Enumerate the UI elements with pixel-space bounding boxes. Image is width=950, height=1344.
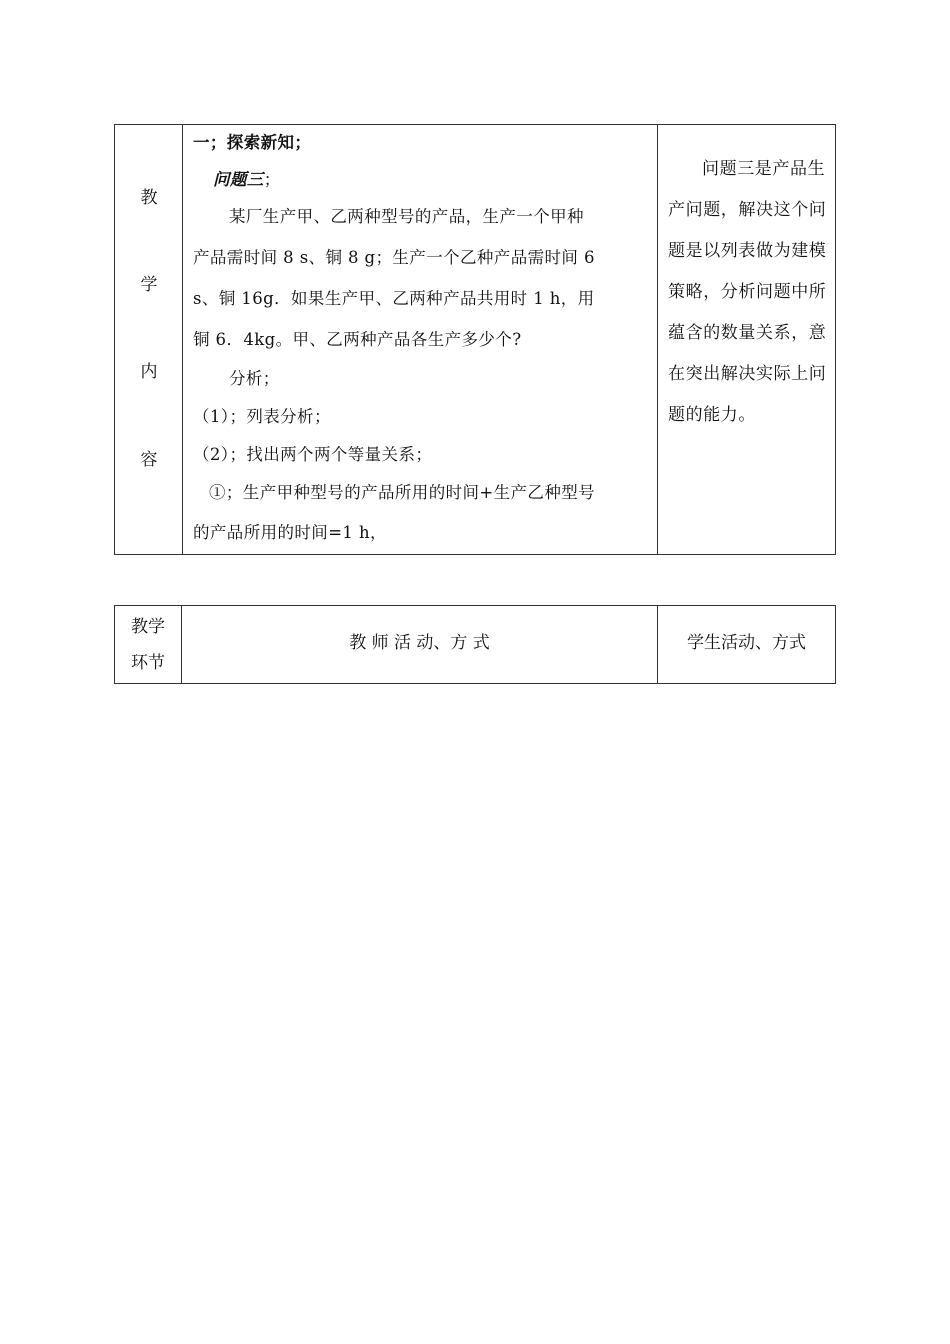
analysis-step: （2）；找出两个两个等量关系；: [193, 445, 433, 464]
teaching-phase-label-line1: 教学: [131, 617, 165, 637]
section-label-cell: [115, 125, 183, 554]
student-activity-label: 学生活动、方式: [687, 633, 806, 653]
teaching-content-cell: [183, 125, 658, 554]
section-label-char: 学: [140, 275, 158, 295]
design-intent-text: 问题三是产品生产问题，解决这个问题是以列表做为建模策略，分析问题中所蕴含的数量关系，意在突出解决实际上问题的能力。: [668, 159, 827, 425]
section-label-char: 内: [140, 362, 158, 382]
section-label-char: 容: [140, 450, 158, 470]
design-intent-cell: [658, 125, 835, 554]
section-heading: 一；探索新知；: [193, 133, 312, 152]
problem-title-text: 问题三: [213, 170, 264, 189]
problem-title-suffix: ；: [263, 170, 281, 189]
problem-text-line: 产品需时间 8 s、铜 8 g；生产一个乙种产品需时间 6: [193, 248, 595, 267]
equation-line: ①；生产甲种型号的产品所用的时间+生产乙种型号: [209, 483, 596, 502]
student-activity-header: [658, 606, 835, 683]
teaching-phase-header: [115, 606, 182, 683]
problem-title: [213, 166, 281, 190]
equation-line: 的产品所用的时间=1 h，: [193, 523, 387, 542]
analysis-step: （1）；列表分析；: [193, 407, 331, 426]
problem-text-line: 某厂生产甲、乙两种型号的产品，生产一个甲种: [229, 207, 584, 226]
teaching-phase-label-line2: 环节: [131, 653, 165, 673]
header-table: [114, 605, 836, 684]
problem-text-line: s、铜 16g．如果生产甲、乙两种产品共用时 1 h，用: [193, 289, 595, 308]
section-label-char: 教: [140, 188, 158, 208]
teacher-activity-label: 教 师 活 动、方 式: [349, 633, 490, 653]
analysis-heading: 分析；: [229, 369, 280, 388]
content-table: [114, 124, 836, 555]
teacher-activity-header: [182, 606, 658, 683]
problem-text-line: 铜 6．4kg。甲、乙两种产品各生产多少个?: [193, 330, 522, 349]
